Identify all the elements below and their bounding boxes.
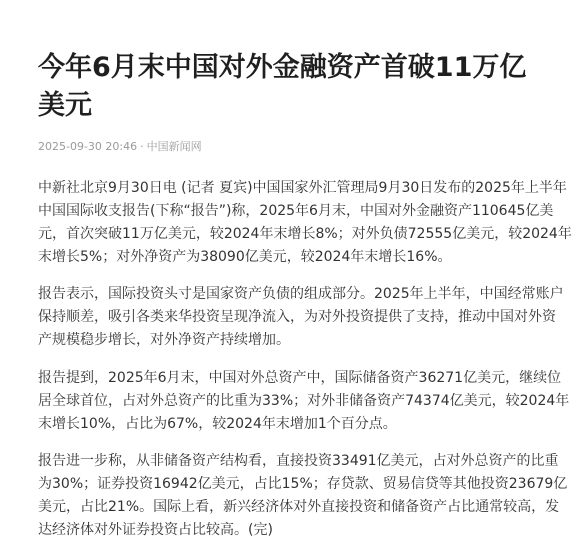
paragraph-line: 为30%；证券投资16942亿美元，占比15%；存贷款、贸易信贷等其他投资23679亿 (38, 476, 568, 492)
paragraph-line: 元，首次突破11万亿美元，较2024年末增长8%；对外负债72555亿美元，较2024年 (38, 225, 572, 242)
paragraph-line: 末增长10%，占比为67%，较2024年末增加1个百分点。 (38, 415, 397, 432)
article-title-line: 美元 (38, 90, 92, 121)
article-meta (38, 139, 546, 155)
paragraph-line: 中国国际收支报告(下称“报告”)称，2025年6月末，中国对外金融资产110645亿美 (38, 202, 554, 219)
paragraph-line: 产规模稳步增长，对外净资产持续增加。 (38, 332, 290, 348)
source-name: 中国新闻网 (146, 140, 202, 153)
paragraph-line: 末增长5%；对外净资产为38090亿美元，较2024年末增长16%。 (38, 248, 452, 265)
article-paragraph (38, 367, 570, 436)
article-title (38, 49, 546, 125)
article-paragraph (38, 177, 572, 269)
paragraph-line: 居全球首位，占对外总资产的比重为33%；对外非储备资产74374亿美元，较2024年 (38, 392, 570, 409)
article-body (38, 0, 572, 542)
paragraph-line: 报告进一步称，从非储备资产结构看，直接投资33491亿美元，占对外总资产的比重 (38, 453, 559, 469)
meta-separator: · (140, 140, 144, 153)
article-title-line: 今年6月末中国对外金融资产首破11万亿 (38, 52, 527, 83)
paragraph-line: 美元，占比21%。国际上看，新兴经济体对外直接投资和储备资产占比通常较高，发 (38, 499, 560, 515)
paragraph-line: 报告提到，2025年6月末，中国对外总资产中，国际储备资产36271亿美元，继续位 (38, 369, 562, 386)
paragraph-line: 报告表示，国际投资头寸是国家资产负债的组成部分。2025年上半年，中国经常账户 (38, 286, 564, 302)
paragraph-line: 中新社北京9月30日电 (记者 夏宾)中国国家外汇管理局9月30日发布的2025年上半年 (38, 179, 567, 196)
publish-datetime: 2025-09-30 20:46 (38, 140, 138, 153)
article-paragraph (38, 450, 568, 542)
paragraph-line: 达经济体对外证券投资占比较高。(完) (38, 522, 273, 538)
paragraph-line: 保持顺差，吸引各类来华投资呈现净流入，为对外投资提供了支持，推动中国对外资 (38, 309, 556, 325)
article-paragraph (38, 283, 564, 352)
